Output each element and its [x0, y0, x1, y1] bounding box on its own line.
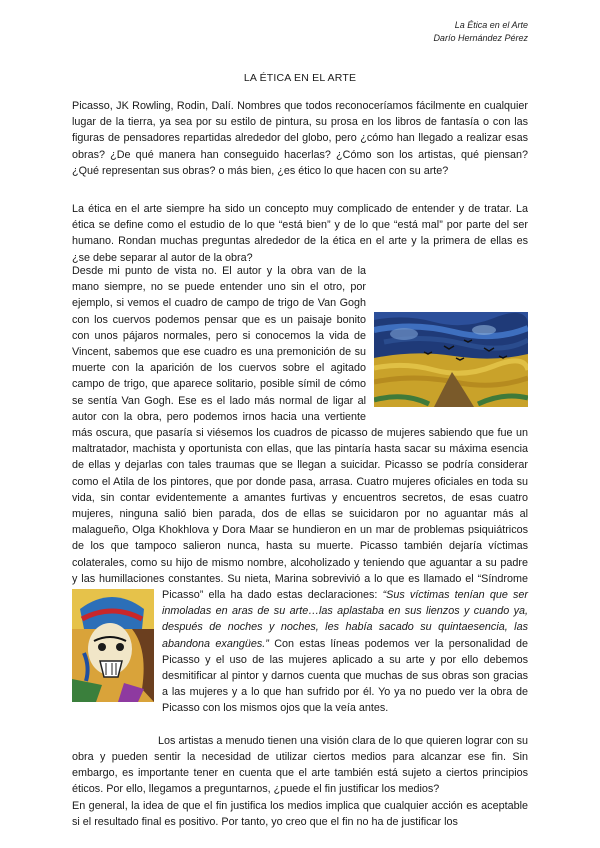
- paragraph-ends-and-means: [72, 733, 528, 798]
- paragraph-text: Con estas líneas podemos ver la personalidad de Picasso y el uso de las mujeres aplicado a su arte y por ello debemos desmitificar al pintor y darnos cuenta que muchas de sus obras son gracias a las mujeres y a lo que han sufrido por él. Yo ya no puedo ver la obra de Picasso con los mismos ojos que la veía antes.: [162, 637, 528, 715]
- paragraph-text: La ética en el arte siempre ha sido un concepto muy complicado de entender y de tratar. La ética se define como el estudio de lo que “está bien” y de lo que “está mal” por parte del ser humano. Rondan muchas preguntas alrededor de la ética en el arte y la primera de ellas es ¿se debe separar al autor de la obra?: [72, 203, 528, 264]
- paragraph-text: Los artistas a menudo tienen una visión clara de lo que quieren lograr con su obra y pueden sentir la necesidad de utilizar ciertos medios para alcanzar ese fin. Sin embargo, es importante tener en cuenta que el arte también está sujeto a ciertos principios éticos. Por ello, llegamos a preguntarnos, ¿puede el fin justificar los medios?: [72, 734, 528, 796]
- paragraph-intro: [72, 98, 528, 179]
- paragraph-text: Picasso, JK Rowling, Rodin, Dalí. Nombres que todos reconoceríamos fácilmente en cualquier lugar de la tierra, ya sea por su estilo de pintura, su prosa en los libros de fantasía o con las figuras de pensadores repartidas alrededor del globo, pero ¿cómo han llegado a realizar esas obras? ¿De qué manera han conseguido hacerlas? ¿Cómo son los artistas, qué piensan? ¿Qué representan sus obras? o más bien, ¿es ético lo que hacen con su arte?: [72, 100, 528, 177]
- paragraph-ethics-definition: [72, 201, 528, 266]
- page-title: LA ÉTICA EN EL ARTE: [243, 72, 357, 84]
- paragraph-text: Desde mi punto de vista no. El autor y la obra van de la mano siempre, no se puede entender uno sin el otro, por ejemplo, si vemos el cuadro de campo de trigo de Van Gogh con los cuervos podemos pensar que es un paisaje bonito con unos pájaros normales, pero si conocemos la vida de Vincent, sabemos que ese cuadro es una premonición de su muerte con la aparición de los cuervos sobre el agitado campo de trigo, que aparece solitario, posible símil de cómo se sentía Van Gogh. Ese es el lado más normal de ligar al autor con la obra, pero podemos irnos hacia una vertiente más oscura, que pasaría si viésemos los cuadros de picasso de mujeres sabiendo que fue un maltratador, machista y oportunista con ellas, que las pintaría hasta sacar su máxima esencia de ellas y dejarlas con tales traumas que se llegan a suicidar. Picasso se podría considerar como el Atila de los pintores, que por donde pasa, arrasa. Cuatro mujeres oficiales en toda su vida, sin contar evidentemente a amantes furtivas y encuentros secretos, de esas cuatro mujeres, ninguna salió bien parada, dos de ellas se suicidaron por no aguantar más al malagueño, Olga Khokhlova y Dora Maar se hundieron en un mar de problemas psiquiátricos de los que tampoco salieron nunca, hasta su muerte. Picasso también dejaría víctimas colaterales, como su hijo de mismo nombre, alcoholizado y teniendo que aguantar a su padre y las humillaciones constantes. Su nieta, Marina sobrevivió a lo que es llamado el “Síndrome Picasso” ella ha dado estas declaraciones:: [72, 265, 528, 602]
- picasso-quote: “Sus víctimas tenían que ser inmoladas en aras de su arte…las aplastaba en sus lienzos y cuando ya, después de noches y noches, les había sacado su quintaesencia, las abandona exangües.”: [162, 589, 528, 650]
- header-doc-title: La Ética en el Arte: [454, 20, 528, 30]
- running-header: [433, 19, 528, 45]
- paragraph-conclusion: En general, la idea de que el fin justifica los medios implica que cualquier acción es aceptable si el resultado final es positivo. Por tanto, yo creo que el fin no ha de justificar los: [72, 799, 528, 828]
- weeping-woman-image: [72, 589, 154, 702]
- paragraph-gap: [72, 717, 528, 733]
- wheatfield-with-crows-image: [374, 312, 528, 407]
- header-author: Darío Hernández Pérez: [433, 33, 528, 43]
- paragraph-main-body: [72, 263, 528, 830]
